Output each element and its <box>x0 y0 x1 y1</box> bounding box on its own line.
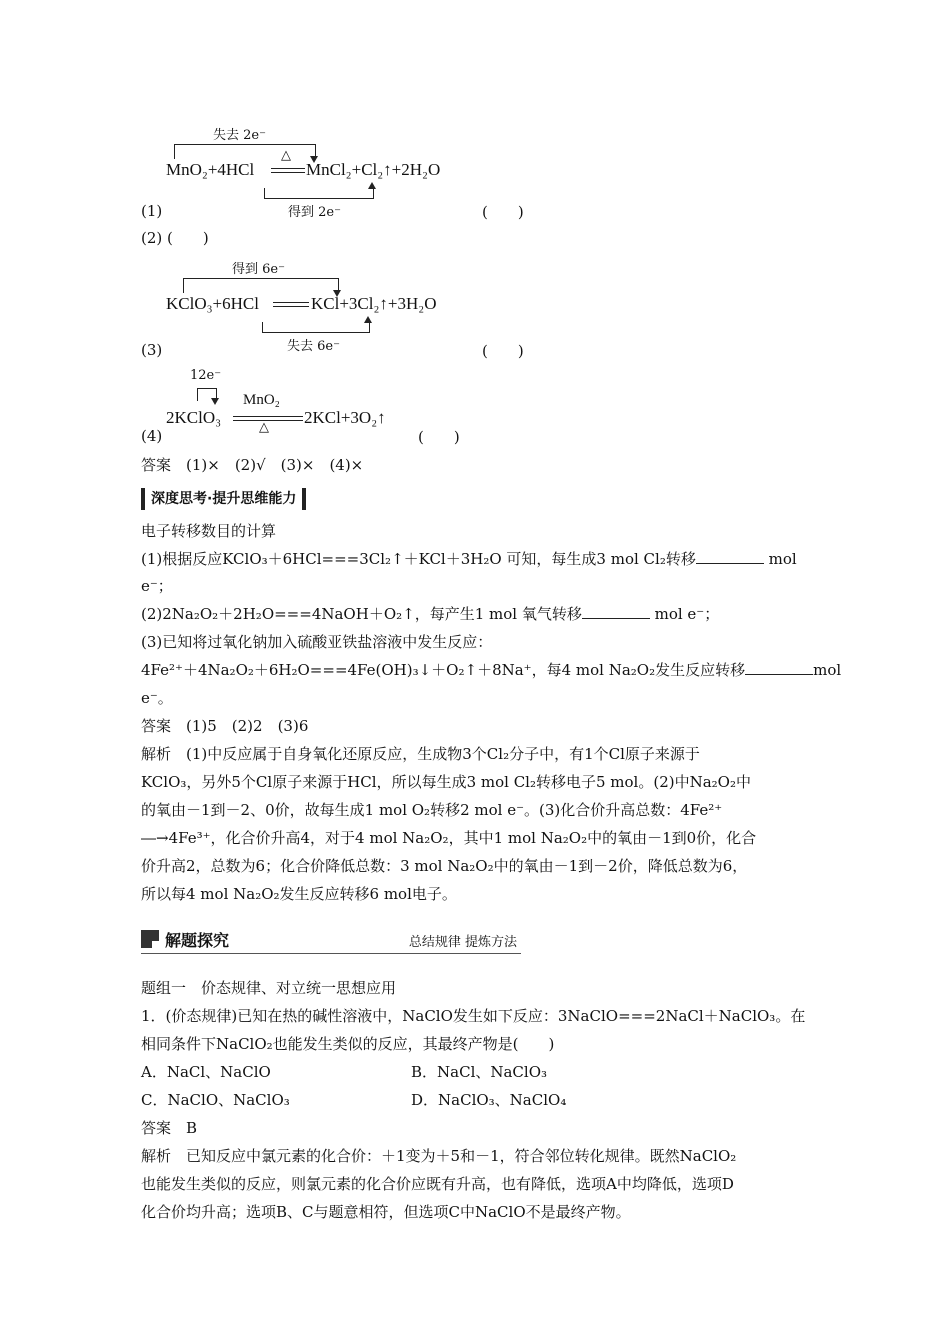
group-title: 题组一 价态规律、对立统一思想应用 <box>141 979 397 997</box>
eq3-top-bracket <box>183 278 339 293</box>
deep-exp-4: ―→4Fe³⁺，化合价升高4，对于4 mol Na₂O₂，其中1 mol Na₂O₂中的氧由－1到0价，化合 <box>141 829 757 847</box>
option-c[interactable]: C．NaClO、NaClO₃ <box>141 1091 290 1109</box>
deep-exp-6: 所以每4 mol Na₂O₂发生反应转移6 mol电子。 <box>141 885 457 903</box>
eq1-right: MnCl₂+Cl₂↑+2H₂O <box>306 160 441 179</box>
section-square-icon <box>141 930 159 948</box>
eq1-condition: △ <box>281 148 291 163</box>
blank-q3[interactable] <box>745 660 813 675</box>
deep-exp-3: 的氧由－1到－2、0价，故每生成1 mol O₂转移2 mol e⁻。(3)化合价升高总数：4Fe²⁺ <box>141 801 723 819</box>
blank-q1[interactable] <box>696 549 764 564</box>
deep-answer: 答案 (1)5 (2)2 (3)6 <box>141 717 309 735</box>
eq3-equals <box>273 302 309 307</box>
group-exp-1: 解析 已知反应中氯元素的化合价：＋1变为＋5和－1，符合邻位转化规律。既然NaClO₂ <box>141 1147 737 1165</box>
question-2-line: (2) ( ) <box>141 229 209 247</box>
eq4-top-label: 12e⁻ <box>190 368 222 383</box>
group-q1-line2: 相同条件下NaClO₂也能发生类似的反应，其最终产物是( ) <box>141 1035 555 1053</box>
eq1-number: (1) <box>141 202 163 220</box>
eq4-arrow-down <box>211 398 219 405</box>
eq1-top-label: 失去 2e⁻ <box>213 128 266 143</box>
eq4-number: (4) <box>141 427 163 445</box>
deep-q3-line2 <box>141 660 841 680</box>
eq4-condition: △ <box>259 420 269 435</box>
deep-q2-unit: mol e⁻； <box>654 605 720 623</box>
banner-label: 深度思考·提升思维能力 <box>141 488 306 510</box>
deep-exp-5: 价升高2，总数为6；化合价降低总数：3 mol Na₂O₂中的氧由－1到－2价，降低总数为6， <box>141 857 748 875</box>
eq3-left: KClO₃+6HCl <box>166 294 259 313</box>
answer-1: 答案 (1)× (2)√ (3)× (4)× <box>141 456 364 474</box>
section-subtitle: 总结规律 提炼方法 <box>408 935 517 950</box>
deep-q3-unit: mol <box>813 661 842 679</box>
blank-q2[interactable] <box>582 604 650 619</box>
eq4-answer-paren[interactable]: ( ) <box>418 428 460 446</box>
group-exp-3: 化合价均升高；选项B、C与题意相符，但选项C中NaClO不是最终产物。 <box>141 1203 631 1221</box>
group-q1-line1: 1．(价态规律)已知在热的碱性溶液中，NaClO发生如下反应：3NaClO===2NaCl＋NaClO₃。在 <box>141 1007 806 1025</box>
deep-q1-text: (1)根据反应KClO₃＋6HCl===3Cl₂↑＋KCl＋3H₂O 可知，每生成3 mol Cl₂转移 <box>141 550 696 568</box>
deep-q1-unit: mol <box>768 550 797 568</box>
eq1-top-bracket <box>174 144 316 159</box>
eq3-right: KCl+3Cl₂↑+3H₂O <box>311 294 437 313</box>
option-b[interactable]: B．NaCl、NaClO₃ <box>411 1063 548 1081</box>
deep-exp-1: 解析 (1)中反应属于自身氧化还原反应，生成物3个Cl₂分子中，有1个Cl原子来源于 <box>141 745 700 763</box>
deep-title: 电子转移数目的计算 <box>141 522 277 540</box>
eq1-answer-paren[interactable]: ( ) <box>482 203 524 221</box>
deep-q2 <box>141 604 719 624</box>
eq4-left: 2KClO₃ <box>166 408 222 427</box>
eq3-top-label: 得到 6e⁻ <box>232 262 285 277</box>
deep-q2-text: (2)2Na₂O₂＋2H₂O===4NaOH＋O₂↑，每产生1 mol 氧气转移 <box>141 605 582 623</box>
eq3-bottom-label: 失去 6e⁻ <box>287 339 340 354</box>
eq3-number: (3) <box>141 341 163 359</box>
eq1-bottom-label: 得到 2e⁻ <box>288 205 341 220</box>
eq4-right: 2KCl+3O₂↑ <box>304 408 386 427</box>
group-exp-2: 也能发生类似的反应，则氯元素的化合价应既有升高，也有降低，选项A中均降低，选项D <box>141 1175 734 1193</box>
section-header <box>141 926 521 956</box>
eq3-answer-paren[interactable]: ( ) <box>482 342 524 360</box>
option-d[interactable]: D．NaClO₃、NaClO₄ <box>411 1091 567 1109</box>
deep-q1-line1 <box>141 549 797 569</box>
eq1-left: MnO₂+4HCl <box>166 160 255 179</box>
deep-q3-line3: e⁻。 <box>141 689 173 707</box>
deep-q3-line1: (3)已知将过氧化钠加入硫酸亚铁盐溶液中发生反应： <box>141 633 493 651</box>
deep-thinking-banner <box>141 488 306 512</box>
eq1-bottom-bracket <box>264 188 374 199</box>
eq4-catalyst: MnO₂ <box>243 392 280 408</box>
deep-q1-line2: e⁻； <box>141 577 173 595</box>
group-answer: 答案 B <box>141 1119 198 1137</box>
option-a[interactable]: A．NaCl、NaClO <box>141 1063 271 1081</box>
section-underline <box>141 953 521 954</box>
deep-exp-2: KClO₃，另外5个Cl原子来源于HCl，所以每生成3 mol Cl₂转移电子5 mol。(2)中Na₂O₂中 <box>141 773 751 791</box>
eq1-equals <box>271 168 305 173</box>
deep-q3-text: 4Fe²⁺＋4Na₂O₂＋6H₂O===4Fe(OH)₃↓＋O₂↑＋8Na⁺，每4 mol Na₂O₂发生反应转移 <box>141 661 746 679</box>
section-title: 解题探究 <box>165 931 230 950</box>
eq3-bottom-bracket <box>262 322 370 333</box>
